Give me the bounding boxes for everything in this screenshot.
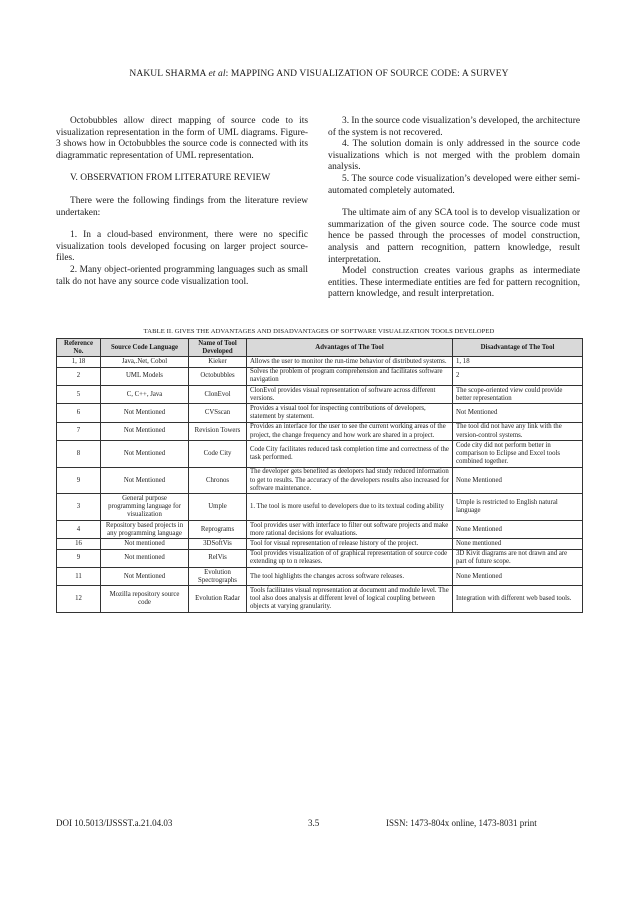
cell-reference: 4 (57, 521, 101, 539)
table-row (57, 367, 583, 385)
comparison-table (56, 338, 583, 613)
paragraph: 2. Many object-oriented programming languages such as small talk do not have any source code visualization tool. (56, 264, 308, 287)
header-reference: Reference No. (57, 339, 101, 357)
cell-reference: 3 (57, 494, 101, 521)
paragraph: There were the following findings from the literature review undertaken: (56, 195, 308, 218)
table-header-row (57, 339, 583, 357)
cell-language: UML Models (101, 367, 189, 385)
footer-issn: ISSN: 1473-804x online, 1473-8031 print (386, 818, 537, 828)
cell-tool: RelVis (189, 549, 247, 567)
header-title: : MAPPING AND VISUALIZATION OF SOURCE CODE: A SURVEY (225, 69, 509, 79)
cell-tool: Evolution Radar (189, 586, 247, 613)
cell-reference: 8 (57, 441, 101, 468)
cell-advantages: Tool provides user with interface to filter out software projects and make more rational decisions for evaluations. (247, 521, 453, 539)
cell-tool: Revision Towers (189, 422, 247, 440)
cell-reference: 5 (57, 386, 101, 404)
cell-disadvantage: Code city did not perform better in comparison to Eclipse and Excel tools combined together. (453, 441, 583, 468)
cell-advantages: Tools facilitates visual representation at document and module level. The tool also does analysis at different level of logical coupling between objects at varying granularity. (247, 586, 453, 613)
paragraph: Model construction creates various graphs as intermediate entities. These intermediate entities are fed for pattern recognition, pattern knowledge, and result interpretation. (328, 266, 580, 300)
footer-page-number: 3.5 (308, 818, 320, 828)
cell-language: Not Mentioned (101, 568, 189, 586)
table-row (57, 568, 583, 586)
cell-reference: 2 (57, 367, 101, 385)
cell-disadvantage: 2 (453, 367, 583, 385)
cell-reference: 11 (57, 568, 101, 586)
cell-disadvantage: 3D Kivit diagrams are not drawn and are part of future scope. (453, 549, 583, 567)
cell-disadvantage: The tool did not have any link with the version-control systems. (453, 422, 583, 440)
header-language: Source Code Language (101, 339, 189, 357)
footer-doi: DOI 10.5013/IJSSST.a.21.04.03 (56, 818, 173, 828)
cell-disadvantage: None Mentioned (453, 521, 583, 539)
cell-language: Java,.Net, Cobol (101, 357, 189, 367)
cell-advantages: Provides a visual tool for inspecting contributions of developers, statement by statement. (247, 404, 453, 422)
paragraph: 3. In the source code visualization’s developed, the architecture of the system is not recovered. (328, 116, 580, 138)
cell-reference: 9 (57, 549, 101, 567)
cell-language: Repository based projects in any programming language (101, 521, 189, 539)
cell-tool: Evolution Spectrographs (189, 568, 247, 586)
cell-reference: 12 (57, 586, 101, 613)
cell-advantages: Provides an interface for the user to see the current working areas of the project, the change frequency and how work are shared in a project. (247, 422, 453, 440)
table-row (57, 549, 583, 567)
header-tool-name: Name of Tool Developed (189, 339, 247, 357)
table-caption: TABLE II. GIVES THE ADVANTAGES AND DISADVANTAGES OF SOFTWARE VISUALIZATION TOOLS DEVELOPED (143, 328, 495, 335)
cell-language: Not mentioned (101, 549, 189, 567)
cell-reference: 9 (57, 467, 101, 494)
cell-tool: Code City (189, 441, 247, 468)
header-advantages: Advantages of The Tool (247, 339, 453, 357)
cell-tool: Reprograms (189, 521, 247, 539)
cell-language: Not Mentioned (101, 441, 189, 468)
table-row (57, 539, 583, 549)
cell-disadvantage: None mentioned (453, 539, 583, 549)
header-disadvantage: Disadvantage of The Tool (453, 339, 583, 357)
cell-advantages: ClonEvol provides visual representation of software across different versions. (247, 386, 453, 404)
cell-tool: CVSscan (189, 404, 247, 422)
table-row (57, 422, 583, 440)
cell-disadvantage: Not Mentioned (453, 404, 583, 422)
table-row (57, 467, 583, 494)
header-etal: et al (208, 69, 226, 79)
cell-language: Not Mentioned (101, 404, 189, 422)
cell-language: Not mentioned (101, 539, 189, 549)
cell-tool: 3DSoftVis (189, 539, 247, 549)
paragraph: The ultimate aim of any SCA tool is to develop visualization or summarization of the given source code. The source code must hence be passed through the processes of model construction, analysis and pattern recognition, pattern knowledge, result interpretation. (328, 208, 580, 265)
cell-advantages: The developer gets benefited as deelopers had study reduced information to get to results. The accuracy of the developers results also increased for software maintenance. (247, 467, 453, 494)
cell-disadvantage: The scope-oriented view could provide better representation (453, 386, 583, 404)
cell-reference: 1, 18 (57, 357, 101, 367)
table-row (57, 404, 583, 422)
cell-reference: 16 (57, 539, 101, 549)
cell-advantages: Code City facilitates reduced task completion time and correctness of the task performed. (247, 441, 453, 468)
cell-advantages: Solves the problem of program comprehension and facilitates software navigation (247, 367, 453, 385)
cell-tool: Kieker (189, 357, 247, 367)
cell-disadvantage: 1, 18 (453, 357, 583, 367)
cell-advantages: Tool provides visualization of of graphical representation of source code extending up to n releases. (247, 549, 453, 567)
table-row (57, 357, 583, 367)
cell-advantages: 1. The tool is more useful to developers due to its textual coding ability (247, 494, 453, 521)
cell-advantages: The tool highlights the changes across software releases. (247, 568, 453, 586)
cell-language: Not Mentioned (101, 467, 189, 494)
left-column (56, 116, 308, 288)
cell-language: General purpose programming language for visualization (101, 494, 189, 521)
cell-disadvantage: Integration with different web based tools. (453, 586, 583, 613)
cell-tool: Chronos (189, 467, 247, 494)
cell-tool: ClonEvol (189, 386, 247, 404)
paragraph: Octobubbles allow direct mapping of source code to its visualization representation in the form of UML diagrams. Figure-3 shows how in Octobubbles the source code is connected with its diagrammatic representation of UML representation. (56, 116, 308, 161)
paragraph: 1. In a cloud-based environment, there were no specific visualization tools developed focusing on larger project source-files. (56, 230, 308, 264)
table-row (57, 441, 583, 468)
table-row (57, 586, 583, 613)
cell-language: Mozilla repository source code (101, 586, 189, 613)
cell-disadvantage: Umple is restricted to English natural language (453, 494, 583, 521)
right-column (328, 116, 580, 301)
running-header (0, 69, 638, 79)
cell-advantages: Allows the user to monitor the run-time behavior of distributed systems. (247, 357, 453, 367)
section-heading: V. OBSERVATION FROM LITERATURE REVIEW (70, 173, 271, 184)
cell-tool: Umple (189, 494, 247, 521)
header-authors: NAKUL SHARMA (129, 69, 206, 79)
paragraph: 5. The source code visualization’s developed were either semi-automated completely automated. (328, 173, 580, 196)
cell-reference: 6 (57, 404, 101, 422)
cell-disadvantage: None Mentioned (453, 568, 583, 586)
table-row (57, 386, 583, 404)
cell-disadvantage: None Mentioned (453, 467, 583, 494)
cell-tool: Octobubbles (189, 367, 247, 385)
cell-language: C, C++, Java (101, 386, 189, 404)
cell-language: Not Mentioned (101, 422, 189, 440)
paragraph: 4. The solution domain is only addressed in the source code visualizations which is not merged with the problem domain analysis. (328, 139, 580, 173)
table-row (57, 521, 583, 539)
cell-advantages: Tool for visual representation of release history of the project. (247, 539, 453, 549)
table-row (57, 494, 583, 521)
cell-reference: 7 (57, 422, 101, 440)
